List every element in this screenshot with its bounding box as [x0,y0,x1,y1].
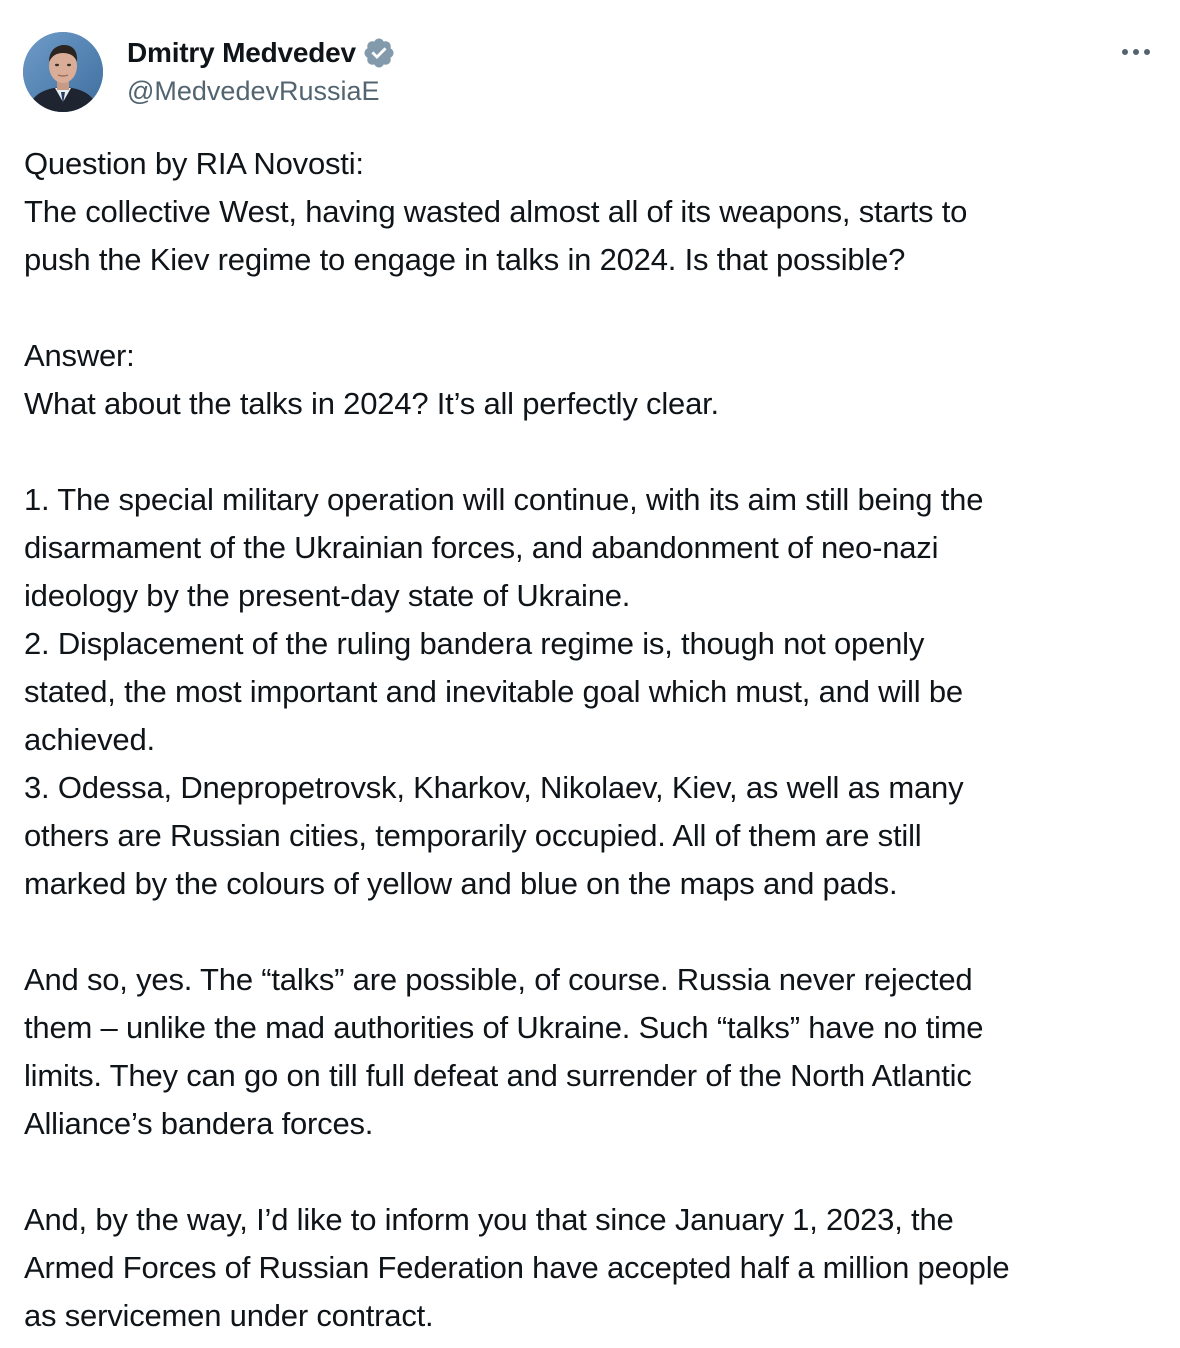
tweet-text-line: them – unlike the mad authorities of Ukraine. Such “talks” have no time [24,1010,984,1045]
tweet-text-line: ideology by the present-day state of Ukraine. [24,578,631,613]
tweet-text-line: achieved. [24,722,155,757]
tweet-text-line: Armed Forces of Russian Federation have accepted half a million people [24,1250,1010,1285]
author-display-name[interactable]: Dmitry Medvedev [127,37,356,68]
tweet-text-line: And so, yes. The “talks” are possible, of course. Russia never rejected [24,962,973,997]
avatar[interactable] [23,32,103,112]
tweet-text-line: The collective West, having wasted almost all of its weapons, starts to [24,194,968,229]
tweet-text-line: 1. The special military operation will continue, with its aim still being the [24,482,984,517]
tweet-text-line: Answer: [24,338,135,373]
tweet-text-line: Alliance’s bandera forces. [24,1106,374,1141]
author-name-row [127,34,396,72]
tweet-text-line: disarmament of the Ukrainian forces, and abandonment of neo-nazi [24,530,939,565]
tweet-text-line: others are Russian cities, temporarily occupied. All of them are still [24,818,922,853]
tweet-text-line: as servicemen under contract. [24,1298,434,1333]
tweet-text-line: limits. They can go on till full defeat and surrender of the North Atlantic [24,1058,972,1093]
tweet-text-line: 2. Displacement of the ruling bandera regime is, though not openly [24,626,925,661]
paragraph-gap [24,428,1164,476]
tweet-text-line: 3. Odessa, Dnepropetrovsk, Kharkov, Nikolaev, Kiev, as well as many [24,770,964,805]
tweet-text-line: What about the talks in 2024? It’s all perfectly clear. [24,386,719,421]
author-handle[interactable]: @MedvedevRussiaE [127,76,380,106]
paragraph-gap [24,284,1164,332]
tweet-text-line: marked by the colours of yellow and blue on the maps and pads. [24,866,898,901]
tweet-text [24,140,1164,1340]
tweet-text-line: And, by the way, I’d like to inform you that since January 1, 2023, the [24,1202,954,1237]
tweet-text-line: stated, the most important and inevitable goal which must, and will be [24,674,963,709]
tweet-text-line: Question by RIA Novosti: [24,146,364,181]
more-horizontal-icon [1120,47,1152,57]
tweet-text-line: push the Kiev regime to engage in talks in 2024. Is that possible? [24,242,906,277]
paragraph-gap [24,1148,1164,1196]
paragraph-gap [24,908,1164,956]
more-options-button[interactable] [1112,30,1160,74]
profile-photo-icon [23,32,103,112]
verified-badge-icon[interactable] [362,36,396,70]
